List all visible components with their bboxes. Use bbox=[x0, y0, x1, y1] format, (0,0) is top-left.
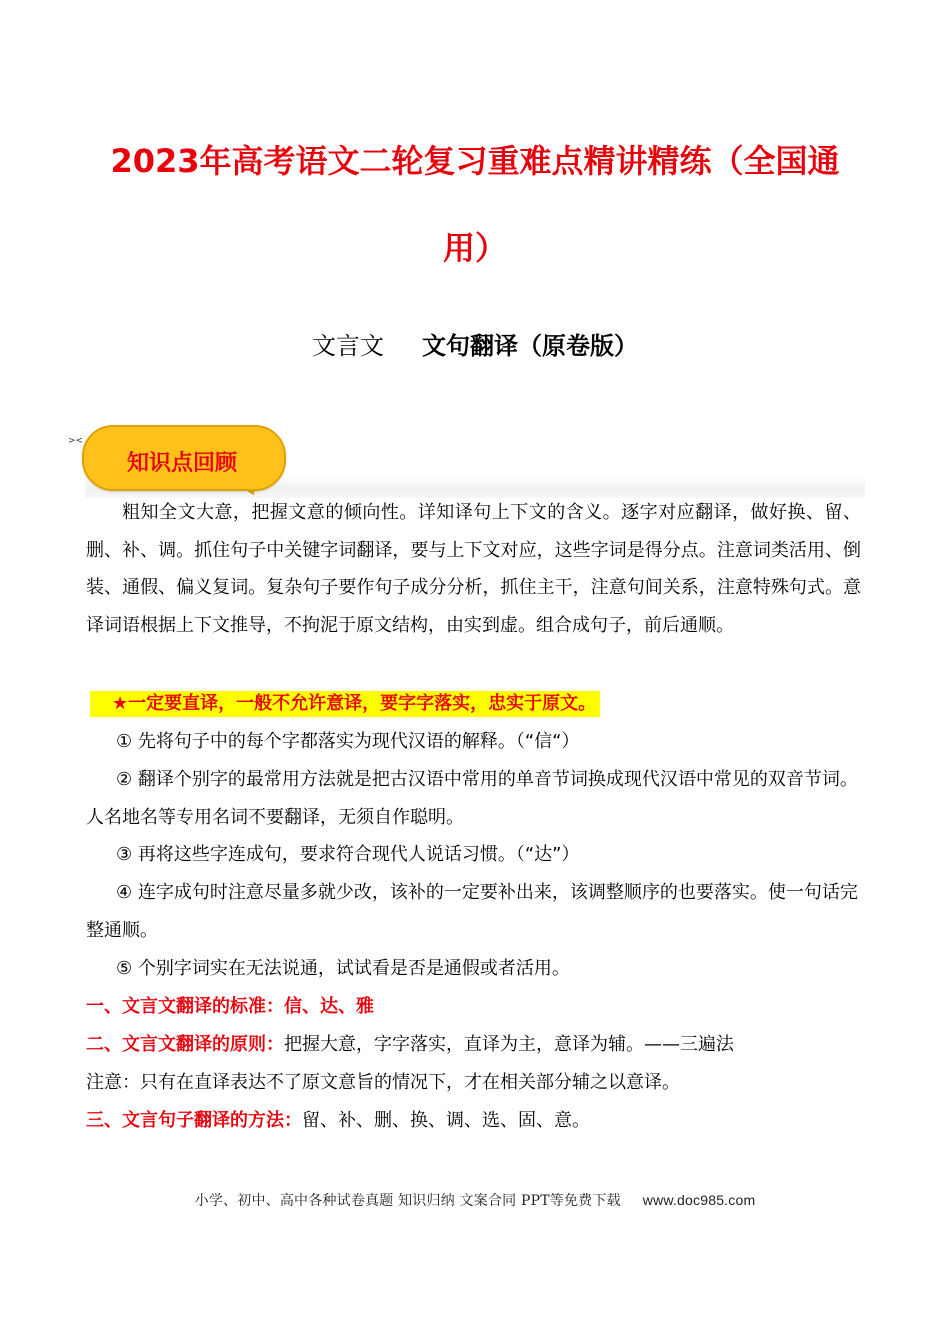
intro-paragraph: 粗知全文大意，把握文意的倾向性。详知译句上下文的含义。逐字对应翻译，做好换、留、删、补、调。抓住句子中关键字词翻译，要与上下文对应，这些字词是得分点。注意词类活用、倒装、通假、偏义复词。复杂句子要作句子成分分析，抓住主干，注意句间关系，注意特殊句式。意译词语根据上下文推导，不拘泥于原文结构，由实到虚。组合成句子，前后通顺。 bbox=[86, 502, 861, 636]
document-subtitle bbox=[0, 331, 950, 361]
point-1-heading: 一、文言文翻译的标准：信、达、雅 bbox=[86, 996, 374, 1017]
point-3-heading: 三、文言句子翻译的方法： bbox=[86, 1110, 302, 1131]
footer-url[interactable]: www.doc985.com bbox=[642, 1192, 756, 1208]
highlight-rule: ★一定要直译，一般不允许意译，要字字落实，忠实于原文。 bbox=[90, 691, 600, 717]
point-2 bbox=[86, 1026, 861, 1064]
footer-text: 小学、初中、高中各种试卷真题 知识归纳 文案合同 PPT等免费下载 bbox=[194, 1193, 621, 1209]
point-note-text: 注意：只有在直译表达不了原文意旨的情况下，才在相关部分辅之以意译。 bbox=[86, 1072, 680, 1093]
document-title-line-2: 用） bbox=[442, 229, 507, 267]
step-2 bbox=[86, 761, 861, 836]
step-1 bbox=[86, 723, 861, 761]
step-3 bbox=[86, 836, 861, 874]
step-5-text: ⑤ 个别字词实在无法说通，试试看是否是通假或者活用。 bbox=[116, 958, 570, 979]
page-footer bbox=[0, 1190, 950, 1210]
step-4-text: ④ 连字成句时注意尽量多就少改，该补的一定要补出来，该调整顺序的也要落实。使一句话完整通顺。 bbox=[86, 882, 858, 941]
point-3-text: 留、补、删、换、调、选、固、意。 bbox=[302, 1110, 590, 1131]
subtitle-category: 文言文 bbox=[312, 332, 384, 360]
point-3 bbox=[86, 1102, 861, 1140]
step-2-text: ② 翻译个别字的最常用方法就是把古汉语中常用的单音节词换成现代汉语中常见的双音节词。人名地名等专用名词不要翻译，无须自作聪明。 bbox=[86, 769, 858, 828]
section-callout-label: 知识点回顾 bbox=[126, 451, 237, 476]
point-2-text: 把握大意，字字落实，直译为主，意译为辅。——三遍法 bbox=[284, 1034, 734, 1055]
step-3-text: ③ 再将这些字连成句，要求符合现代人说话习惯。（“达”） bbox=[116, 844, 580, 865]
point-2-heading: 二、文言文翻译的原则： bbox=[86, 1034, 284, 1055]
scissor-icon: >< bbox=[68, 436, 84, 446]
point-note bbox=[86, 1064, 861, 1102]
step-5 bbox=[86, 950, 861, 988]
subtitle-topic: 文句翻译（原卷版） bbox=[422, 332, 638, 360]
point-1 bbox=[86, 988, 861, 1026]
step-4 bbox=[86, 874, 861, 949]
document-title-line-1: 2023年高考语文二轮复习重难点精讲精练（全国通 bbox=[110, 142, 840, 180]
step-1-text: ① 先将句子中的每个字都落实为现代汉语的解释。（“信“） bbox=[116, 731, 580, 752]
